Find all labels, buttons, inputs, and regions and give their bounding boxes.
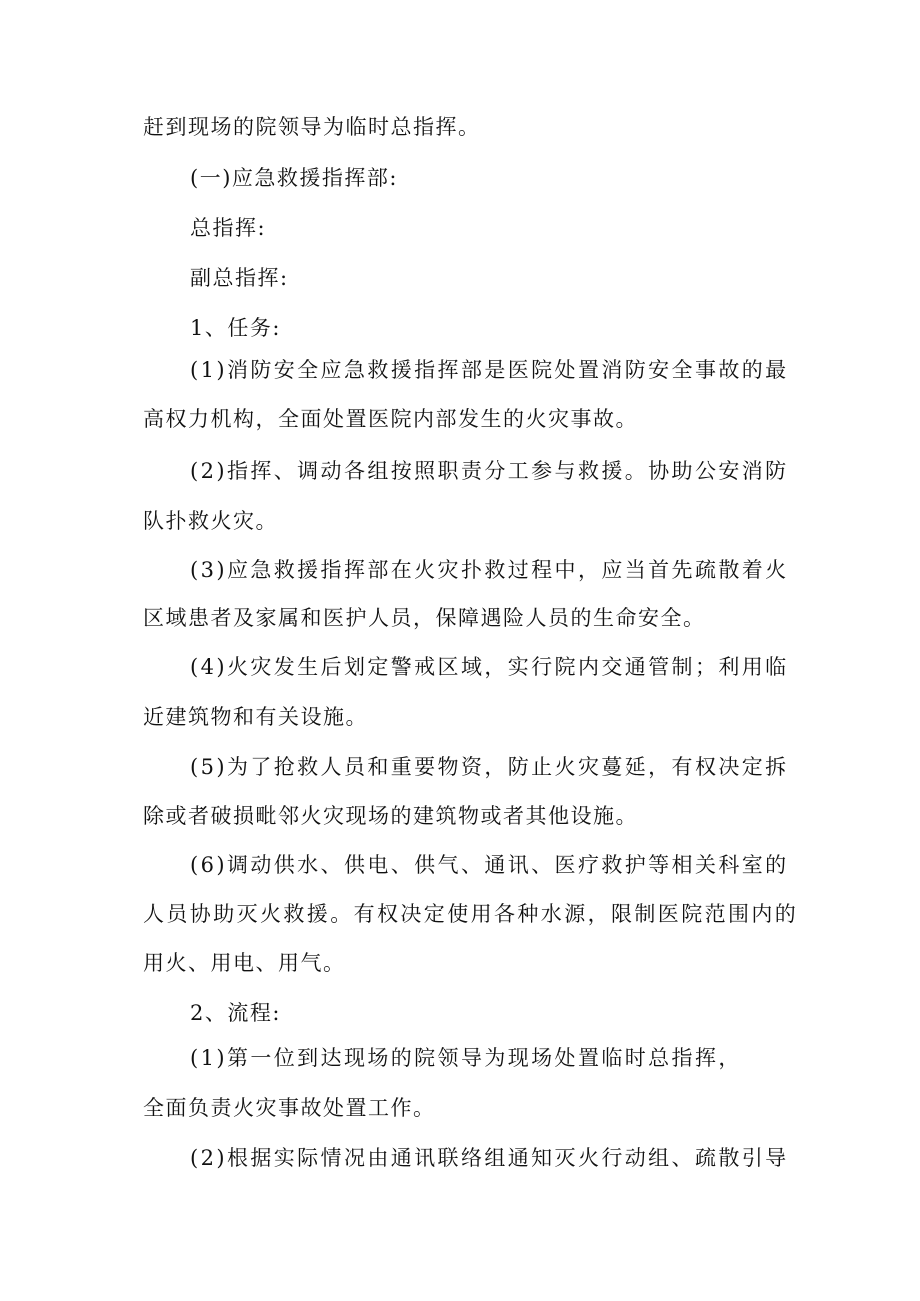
text-line: (4)火灾发生后划定警戒区域，实行院内交通管制；利用临	[190, 655, 789, 679]
text-line: (3)应急救援指挥部在火灾扑救过程中，应当首先疏散着火	[190, 558, 789, 582]
text-line: (6)调动供水、供电、供气、通讯、医疗救护等相关科室的	[190, 853, 789, 877]
text-line: (1)消防安全应急救援指挥部是医院处置消防安全事故的最	[190, 358, 789, 382]
text-line: 近建筑物和有关设施。	[143, 705, 368, 729]
text-line: (2)根据实际情况由通讯联络组通知灭火行动组、疏散引导	[190, 1146, 789, 1170]
subsection-heading: 1、任务:	[190, 316, 281, 340]
text-line: (1)第一位到达现场的院领导为现场处置临时总指挥，	[190, 1046, 742, 1070]
text-line: (5)为了抢救人员和重要物资，防止火灾蔓延，有权决定拆	[190, 755, 789, 779]
text-line: 除或者破损毗邻火灾现场的建筑物或者其他设施。	[143, 804, 638, 828]
subsection-heading: 2、流程:	[190, 1001, 281, 1025]
text-line: 区域患者及家属和医护人员，保障遇险人员的生命安全。	[143, 606, 706, 630]
text-line: 副总指挥:	[190, 266, 289, 290]
text-line: 人员协助灭火救援。有权决定使用各种水源，限制医院范围内的	[143, 902, 799, 926]
text-line: 全面负责火灾事故处置工作。	[143, 1096, 436, 1120]
text-line: (2)指挥、调动各组按照职责分工参与救援。协助公安消防	[190, 459, 789, 483]
text-line: 赶到现场的院领导为临时总指挥。	[143, 115, 481, 139]
text-line: 队扑救火灾。	[143, 509, 278, 533]
text-line: 用火、用电、用气。	[143, 951, 346, 975]
text-line: 高权力机构，全面处置医院内部发生的火灾事故。	[143, 407, 638, 431]
section-heading: (一)应急救援指挥部:	[190, 166, 398, 190]
text-line: 总指挥:	[190, 216, 267, 240]
